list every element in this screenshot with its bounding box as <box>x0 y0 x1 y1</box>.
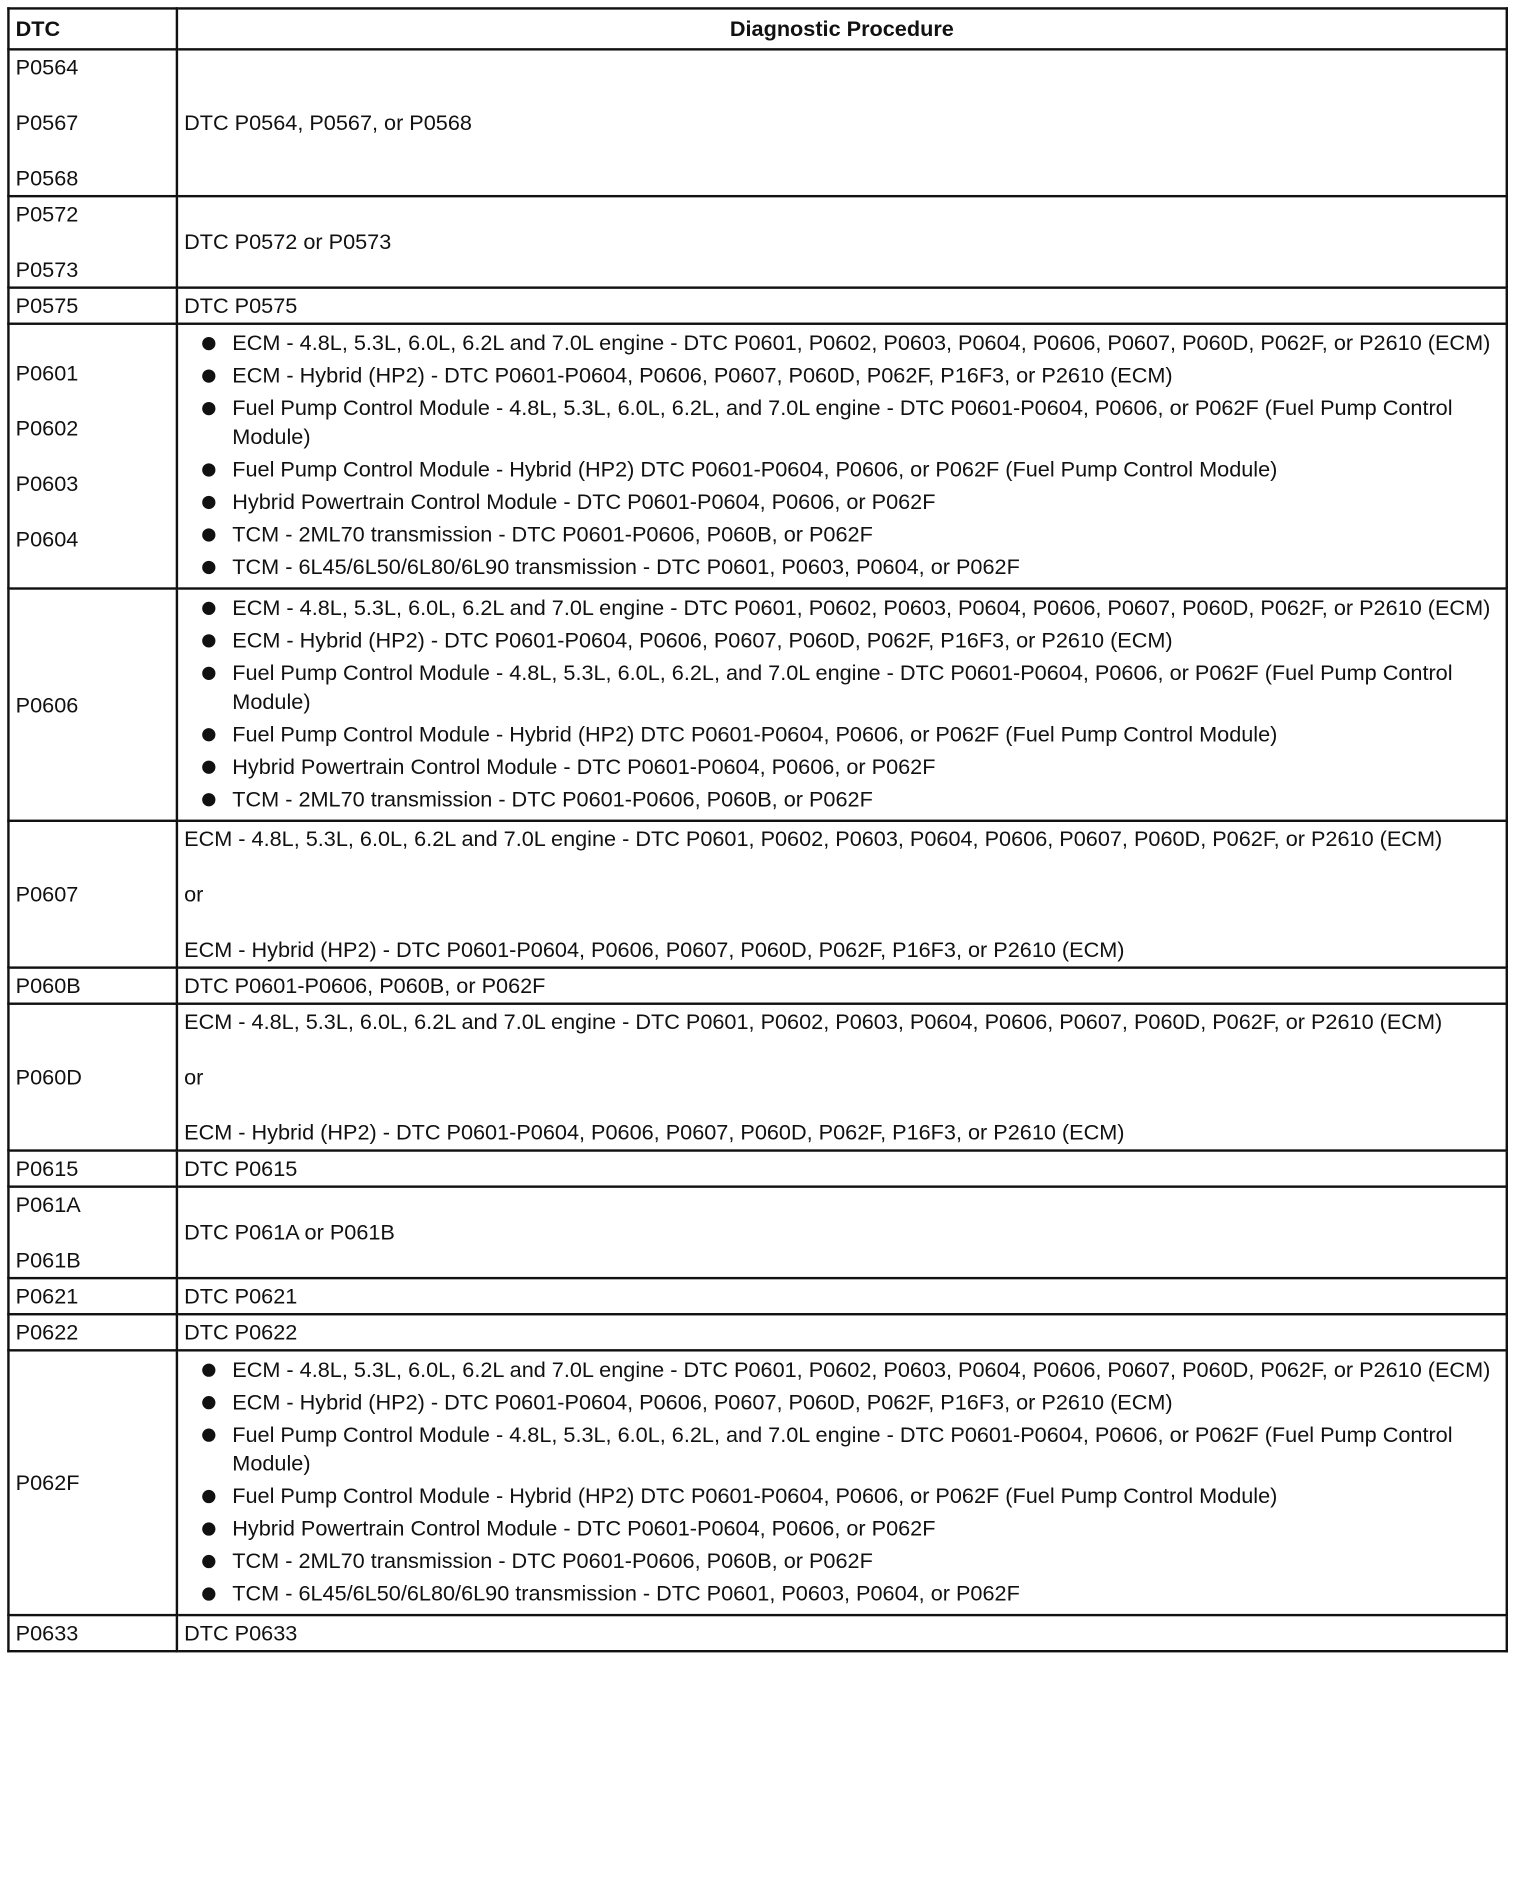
table-row <box>8 1187 1506 1278</box>
procedure-cell <box>177 589 1507 821</box>
dtc-cell <box>8 968 176 1004</box>
table-row <box>8 196 1506 287</box>
dtc-cell <box>8 1004 176 1151</box>
table-row <box>8 1278 1506 1314</box>
procedure-cell <box>177 324 1507 589</box>
dtc-code: P0575 <box>15 293 79 318</box>
dtc-code: P0572 <box>15 202 79 227</box>
dtc-code: P0604 <box>15 527 79 552</box>
dtc-code: P0606 <box>15 692 79 717</box>
dtc-code: P0622 <box>15 1320 79 1345</box>
procedure-bullet-item: Fuel Pump Control Module - Hybrid (HP2) DTC P0601-P0604, P0606, or P062F (Fuel Pump Control Module) <box>232 720 1499 749</box>
procedure-cell <box>177 288 1507 324</box>
procedure-bullet-item: Fuel Pump Control Module - Hybrid (HP2) DTC P0601-P0604, P0606, or P062F (Fuel Pump Control Module) <box>232 1482 1499 1511</box>
procedure-cell <box>177 1004 1507 1151</box>
procedure-cell <box>177 196 1507 287</box>
procedure-cell <box>177 1278 1507 1314</box>
dtc-cell <box>8 1615 176 1651</box>
procedure-bullet-item: ECM - Hybrid (HP2) - DTC P0601-P0604, P0606, P0607, P060D, P062F, P16F3, or P2610 (ECM) <box>232 626 1499 655</box>
dtc-cell <box>8 288 176 324</box>
dtc-cell <box>8 1187 176 1278</box>
procedure-column-header: Diagnostic Procedure <box>177 8 1507 49</box>
dtc-code: P0603 <box>15 471 79 496</box>
table-row <box>8 1314 1506 1350</box>
procedure-cell <box>177 1615 1507 1651</box>
table-row <box>8 324 1506 589</box>
table-header-row <box>8 8 1506 49</box>
procedure-text: DTC P0572 or P0573 <box>184 229 392 254</box>
dtc-code: P0602 <box>15 416 79 441</box>
procedure-cell <box>177 1314 1507 1350</box>
procedure-bullet-item: TCM - 6L45/6L50/6L80/6L90 transmission - DTC P0601, P0603, P0604, or P062F <box>232 552 1499 581</box>
procedure-bullet-item: TCM - 2ML70 transmission - DTC P0601-P0606, P060B, or P062F <box>232 785 1499 814</box>
dtc-code: P061B <box>15 1248 81 1273</box>
table-row <box>8 968 1506 1004</box>
procedure-bullet-item: TCM - 2ML70 transmission - DTC P0601-P0606, P060B, or P062F <box>232 520 1499 549</box>
dtc-code: P060B <box>15 973 81 998</box>
dtc-procedure-table <box>7 7 1508 1652</box>
dtc-cell <box>8 196 176 287</box>
procedure-cell <box>177 821 1507 968</box>
procedure-cell <box>177 1151 1507 1187</box>
procedure-cell <box>177 1187 1507 1278</box>
dtc-code: P0607 <box>15 882 79 907</box>
dtc-code: P0573 <box>15 257 79 282</box>
dtc-cell <box>8 324 176 589</box>
procedure-bullet-item: Hybrid Powertrain Control Module - DTC P0601-P0604, P0606, or P062F <box>232 752 1499 781</box>
dtc-cell <box>8 589 176 821</box>
procedure-text: ECM - Hybrid (HP2) - DTC P0601-P0604, P0606, P0607, P060D, P062F, P16F3, or P2610 (ECM) <box>184 1120 1125 1145</box>
procedure-bullet-item: Fuel Pump Control Module - 4.8L, 5.3L, 6.0L, 6.2L, and 7.0L engine - DTC P0601-P0604, P0606, or P062F (Fuel Pump Control Module) <box>232 394 1499 452</box>
procedure-bullet-item: Hybrid Powertrain Control Module - DTC P0601-P0604, P0606, or P062F <box>232 487 1499 516</box>
dtc-code: P060D <box>15 1065 82 1090</box>
dtc-cell <box>8 1278 176 1314</box>
table-row <box>8 821 1506 968</box>
procedure-text: ECM - 4.8L, 5.3L, 6.0L, 6.2L and 7.0L engine - DTC P0601, P0602, P0603, P0604, P0606, P0607, P060D, P062F, or P2610 (ECM) <box>184 1009 1443 1034</box>
procedure-bullet-item: TCM - 2ML70 transmission - DTC P0601-P0606, P060B, or P062F <box>232 1546 1499 1575</box>
procedure-bullet-item: ECM - 4.8L, 5.3L, 6.0L, 6.2L and 7.0L engine - DTC P0601, P0602, P0603, P0604, P0606, P0607, P060D, P062F, or P2610 (ECM) <box>232 329 1499 358</box>
dtc-code: P0567 <box>15 110 79 135</box>
procedure-bullet-item: ECM - 4.8L, 5.3L, 6.0L, 6.2L and 7.0L engine - DTC P0601, P0602, P0603, P0604, P0606, P0607, P060D, P062F, or P2610 (ECM) <box>232 1355 1499 1384</box>
table-row <box>8 1615 1506 1651</box>
procedure-bullet-item: Fuel Pump Control Module - 4.8L, 5.3L, 6.0L, 6.2L, and 7.0L engine - DTC P0601-P0604, P0606, or P062F (Fuel Pump Control Module) <box>232 658 1499 716</box>
procedure-cell <box>177 968 1507 1004</box>
dtc-code: P0633 <box>15 1621 79 1646</box>
procedure-bullet-item: ECM - 4.8L, 5.3L, 6.0L, 6.2L and 7.0L engine - DTC P0601, P0602, P0603, P0604, P0606, P0607, P060D, P062F, or P2610 (ECM) <box>232 593 1499 622</box>
table-row <box>8 1151 1506 1187</box>
table-row <box>8 288 1506 324</box>
procedure-text: ECM - Hybrid (HP2) - DTC P0601-P0604, P0606, P0607, P060D, P062F, P16F3, or P2610 (ECM) <box>184 937 1125 962</box>
procedure-bullet-list <box>184 1355 1499 1608</box>
procedure-bullet-list <box>184 593 1499 813</box>
procedure-text: DTC P0615 <box>184 1156 298 1181</box>
dtc-cell <box>8 821 176 968</box>
procedure-text: DTC P0575 <box>184 293 298 318</box>
dtc-code: P0564 <box>15 55 79 80</box>
procedure-text: DTC P0621 <box>184 1284 298 1309</box>
dtc-cell <box>8 49 176 196</box>
dtc-code: P061A <box>15 1192 81 1217</box>
procedure-bullet-item: Hybrid Powertrain Control Module - DTC P0601-P0604, P0606, or P062F <box>232 1514 1499 1543</box>
dtc-code: P0621 <box>15 1284 79 1309</box>
procedure-bullet-list <box>184 329 1499 582</box>
table-row <box>8 1004 1506 1151</box>
procedure-bullet-item: ECM - Hybrid (HP2) - DTC P0601-P0604, P0606, P0607, P060D, P062F, P16F3, or P2610 (ECM) <box>232 361 1499 390</box>
procedure-text: DTC P0601-P0606, P060B, or P062F <box>184 973 546 998</box>
dtc-cell <box>8 1350 176 1615</box>
procedure-text: or <box>184 882 204 907</box>
procedure-text: DTC P0622 <box>184 1320 298 1345</box>
procedure-bullet-item: Fuel Pump Control Module - 4.8L, 5.3L, 6.0L, 6.2L, and 7.0L engine - DTC P0601-P0604, P0606, or P062F (Fuel Pump Control Module) <box>232 1420 1499 1478</box>
dtc-code: P0601 <box>15 361 79 386</box>
table-body <box>8 49 1506 1651</box>
table-row <box>8 49 1506 196</box>
table-row <box>8 1350 1506 1615</box>
dtc-code: P0615 <box>15 1156 79 1181</box>
dtc-cell <box>8 1151 176 1187</box>
procedure-text: DTC P061A or P061B <box>184 1220 395 1245</box>
dtc-code: P0568 <box>15 166 79 191</box>
dtc-column-header: DTC <box>8 8 176 49</box>
procedure-bullet-item: Fuel Pump Control Module - Hybrid (HP2) DTC P0601-P0604, P0606, or P062F (Fuel Pump Control Module) <box>232 455 1499 484</box>
dtc-cell <box>8 1314 176 1350</box>
procedure-text: DTC P0633 <box>184 1621 298 1646</box>
procedure-bullet-item: TCM - 6L45/6L50/6L80/6L90 transmission - DTC P0601, P0603, P0604, or P062F <box>232 1579 1499 1608</box>
procedure-text: or <box>184 1065 204 1090</box>
table-row <box>8 589 1506 821</box>
procedure-text: ECM - 4.8L, 5.3L, 6.0L, 6.2L and 7.0L engine - DTC P0601, P0602, P0603, P0604, P0606, P0607, P060D, P062F, or P2610 (ECM) <box>184 826 1443 851</box>
procedure-bullet-item: ECM - Hybrid (HP2) - DTC P0601-P0604, P0606, P0607, P060D, P062F, P16F3, or P2610 (ECM) <box>232 1388 1499 1417</box>
dtc-code: P062F <box>15 1470 80 1495</box>
procedure-cell <box>177 1350 1507 1615</box>
procedure-cell <box>177 49 1507 196</box>
procedure-text: DTC P0564, P0567, or P0568 <box>184 110 472 135</box>
